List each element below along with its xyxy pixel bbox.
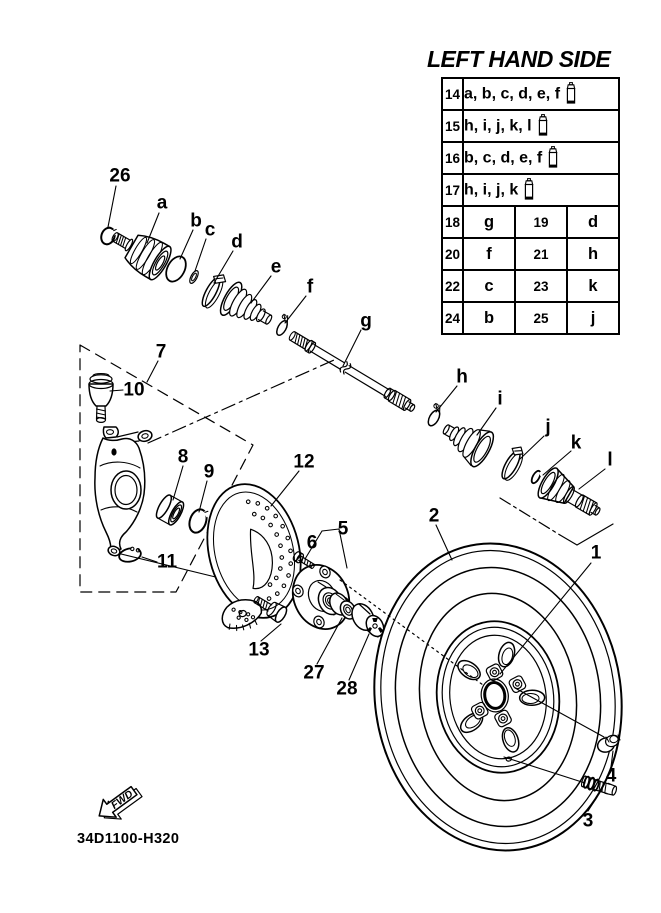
cv-joint-inner xyxy=(104,219,175,282)
callout-f: f xyxy=(306,276,314,298)
callout-3: 3 xyxy=(582,810,594,832)
ref-num: 23 xyxy=(515,270,567,302)
callout-13: 13 xyxy=(248,639,270,661)
grease-tube-icon xyxy=(537,114,549,139)
callout-b: b xyxy=(190,210,202,232)
callout-5: 5 xyxy=(337,518,349,540)
ring-c xyxy=(188,269,200,284)
boot-clamp-h xyxy=(424,403,444,428)
callout-h: h xyxy=(456,366,468,388)
boot-band-j xyxy=(497,444,528,483)
callout-l: l xyxy=(607,449,613,471)
callout-a: a xyxy=(156,192,168,214)
axle-corner-mark xyxy=(560,524,613,545)
wheel-bearing-8 xyxy=(154,493,187,527)
steering-knuckle xyxy=(95,427,153,557)
table-row xyxy=(442,238,619,270)
callout-28: 28 xyxy=(336,678,358,700)
ref-letters: b, c, d, e, f xyxy=(463,142,619,174)
table-row xyxy=(442,206,619,238)
axis-centerline xyxy=(148,360,334,443)
ref-num: 15 xyxy=(442,110,463,142)
ref-num: 24 xyxy=(442,302,463,334)
cv-boot-i xyxy=(435,411,498,469)
ref-letters: h, i, j, k, l xyxy=(463,110,619,142)
page-title: LEFT HAND SIDE xyxy=(427,46,611,72)
callout-11: 11 xyxy=(156,551,178,573)
callout-2: 2 xyxy=(428,505,440,527)
ref-val: f xyxy=(463,238,515,270)
ref-num: 21 xyxy=(515,238,567,270)
drawing-number: 34D1100-H320 xyxy=(77,831,180,847)
table-row xyxy=(442,78,619,110)
callout-g: g xyxy=(360,310,372,332)
ref-num: 16 xyxy=(442,142,463,174)
callout-7: 7 xyxy=(155,341,167,363)
table-row xyxy=(442,174,619,206)
ref-num: 18 xyxy=(442,206,463,238)
grease-tube-icon xyxy=(523,178,535,203)
ref-val: h xyxy=(567,238,619,270)
callout-10: 10 xyxy=(123,379,145,401)
table-row xyxy=(442,270,619,302)
callout-12: 12 xyxy=(293,451,315,473)
ref-num: 20 xyxy=(442,238,463,270)
callout-4: 4 xyxy=(605,765,617,787)
reference-table xyxy=(441,77,620,335)
callout-e: e xyxy=(270,256,282,278)
ref-val: j xyxy=(567,302,619,334)
grease-tube-icon xyxy=(565,82,577,107)
ref-num: 19 xyxy=(515,206,567,238)
callout-c: c xyxy=(204,219,216,241)
ref-num: 25 xyxy=(515,302,567,334)
ref-num: 17 xyxy=(442,174,463,206)
grease-tube-icon xyxy=(547,146,559,171)
callout-i: i xyxy=(497,388,503,410)
ref-val: b xyxy=(463,302,515,334)
ref-letters: a, b, c, d, e, f xyxy=(463,78,619,110)
callout-1: 1 xyxy=(590,542,602,564)
callout-j: j xyxy=(545,416,551,438)
table-row xyxy=(442,110,619,142)
table-row xyxy=(442,142,619,174)
cv-boot-e xyxy=(216,279,279,336)
callout-6: 6 xyxy=(306,532,318,554)
ref-val: k xyxy=(567,270,619,302)
callout-8: 8 xyxy=(177,446,189,468)
cv-joint-outer-l xyxy=(534,465,607,527)
ref-val: d xyxy=(567,206,619,238)
fwd-arrow xyxy=(93,780,146,828)
callout-9: 9 xyxy=(203,461,215,483)
table-row xyxy=(442,302,619,334)
circlip-9 xyxy=(186,507,209,535)
callout-26: 26 xyxy=(109,165,131,187)
ref-val: g xyxy=(463,206,515,238)
ref-letters: h, i, j, k xyxy=(463,174,619,206)
circlip-26 xyxy=(99,225,118,246)
ref-val: c xyxy=(463,270,515,302)
callout-k: k xyxy=(570,432,582,454)
callout-d: d xyxy=(231,231,243,253)
reference-panel xyxy=(426,46,626,335)
ref-num: 22 xyxy=(442,270,463,302)
fwd-label: FWD xyxy=(108,787,136,812)
axle-centerline xyxy=(500,498,560,535)
ball-joint-10 xyxy=(89,374,113,423)
ref-num: 14 xyxy=(442,78,463,110)
wheel xyxy=(355,527,641,866)
callout-27: 27 xyxy=(303,662,325,684)
